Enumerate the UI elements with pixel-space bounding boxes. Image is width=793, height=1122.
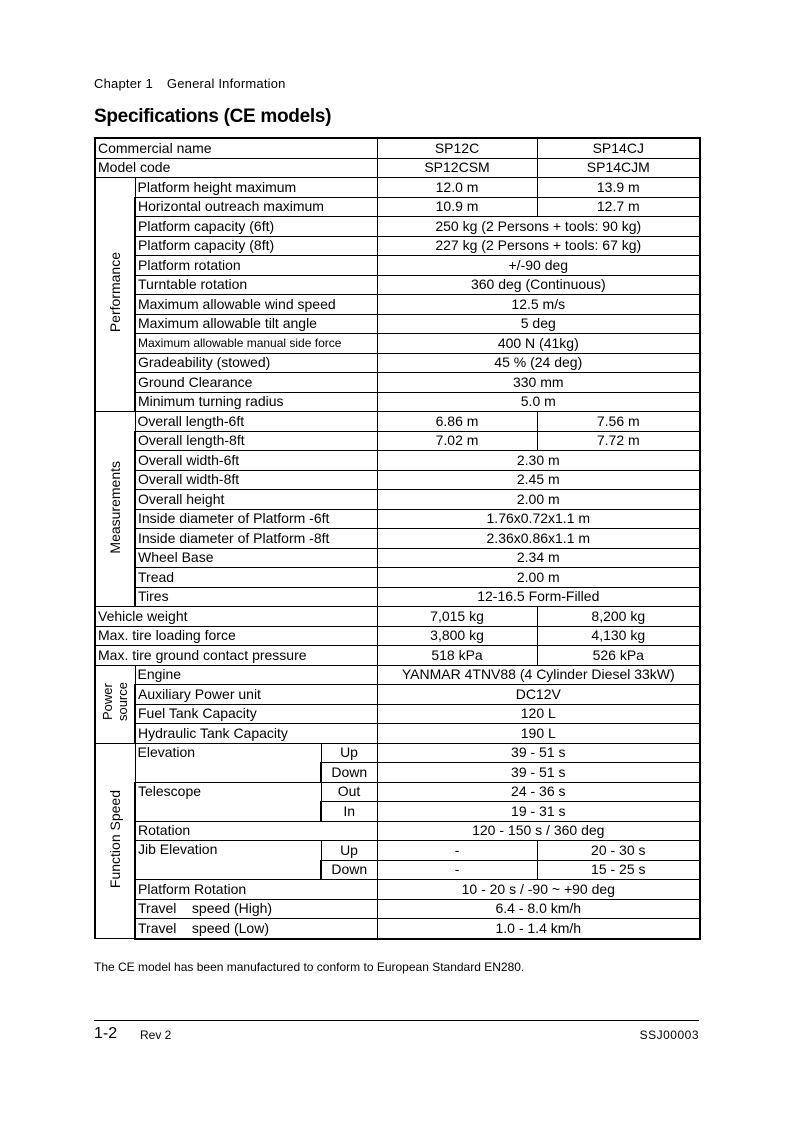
value-sp14: 12.7 m bbox=[537, 197, 700, 217]
table-row bbox=[95, 392, 700, 412]
table-row bbox=[95, 373, 700, 393]
table-row bbox=[95, 412, 700, 432]
row-label: Elevation bbox=[135, 743, 321, 782]
value-sp14: SP14CJM bbox=[537, 158, 700, 178]
chapter-number: Chapter 1 bbox=[94, 76, 153, 91]
table-row bbox=[95, 646, 700, 666]
value-shared: 19 - 31 s bbox=[377, 802, 700, 822]
row-label: Travel speed (Low) bbox=[135, 919, 377, 939]
table-row bbox=[95, 490, 700, 510]
table-row bbox=[95, 821, 700, 841]
chapter-header bbox=[94, 76, 286, 91]
table-row bbox=[95, 138, 700, 158]
group-performance bbox=[95, 178, 135, 412]
value-shared: 1.0 - 1.4 km/h bbox=[377, 919, 700, 939]
row-label: Overall width-6ft bbox=[135, 451, 377, 471]
row-label: Overall width-8ft bbox=[135, 470, 377, 490]
table-row bbox=[95, 919, 700, 939]
value-sp14: 7.72 m bbox=[537, 431, 700, 451]
row-label: Turntable rotation bbox=[135, 275, 377, 295]
value-shared: 6.4 - 8.0 km/h bbox=[377, 899, 700, 919]
row-label: Maximum allowable manual side force bbox=[135, 334, 377, 354]
value-sp12: 3,800 kg bbox=[377, 626, 537, 646]
table-row bbox=[95, 587, 700, 607]
group-power-source bbox=[95, 665, 135, 743]
table-row bbox=[95, 451, 700, 471]
row-label: Overall length-6ft bbox=[135, 412, 377, 432]
table-row bbox=[95, 295, 700, 315]
row-label: Tires bbox=[135, 587, 377, 607]
value-shared: 2.00 m bbox=[377, 568, 700, 588]
value-sp12: 6.86 m bbox=[377, 412, 537, 432]
table-row bbox=[95, 256, 700, 276]
row-label: Vehicle weight bbox=[95, 607, 377, 627]
table-row bbox=[95, 158, 700, 178]
table-row bbox=[95, 665, 700, 685]
row-label: Inside diameter of Platform -6ft bbox=[135, 509, 377, 529]
table-row bbox=[95, 217, 700, 237]
row-label: Overall height bbox=[135, 490, 377, 510]
row-label: Max. tire ground contact pressure bbox=[95, 646, 377, 666]
table-row bbox=[95, 431, 700, 451]
value-shared: 2.45 m bbox=[377, 470, 700, 490]
value-shared: 39 - 51 s bbox=[377, 743, 700, 763]
table-row bbox=[95, 509, 700, 529]
value-shared: 39 - 51 s bbox=[377, 763, 700, 783]
row-label: Horizontal outreach maximum bbox=[135, 197, 377, 217]
value-sp12: 12.0 m bbox=[377, 178, 537, 198]
group-label: Performance bbox=[106, 252, 123, 333]
value-shared: 2.36x0.86x1.1 m bbox=[377, 529, 700, 549]
group-function-speed bbox=[95, 743, 135, 939]
value-shared: +/-90 deg bbox=[377, 256, 700, 276]
value-sp14: 20 - 30 s bbox=[537, 841, 700, 861]
value-sp14: SP14CJ bbox=[537, 138, 700, 158]
value-shared: 24 - 36 s bbox=[377, 782, 700, 802]
row-label: Platform capacity (8ft) bbox=[135, 236, 377, 256]
row-label: Inside diameter of Platform -8ft bbox=[135, 529, 377, 549]
table-row bbox=[95, 626, 700, 646]
value-shared: 330 mm bbox=[377, 373, 700, 393]
value-shared: 2.30 m bbox=[377, 451, 700, 471]
table-row bbox=[95, 607, 700, 627]
value-sp14: 526 kPa bbox=[537, 646, 700, 666]
row-label: Model code bbox=[95, 158, 377, 178]
value-sp12: 7,015 kg bbox=[377, 607, 537, 627]
table-row bbox=[95, 529, 700, 549]
value-shared: 10 - 20 s / -90 ~ +90 deg bbox=[377, 880, 700, 900]
value-sp14: 4,130 kg bbox=[537, 626, 700, 646]
value-shared: 12-16.5 Form-Filled bbox=[377, 587, 700, 607]
value-sp12: 7.02 m bbox=[377, 431, 537, 451]
row-label: Wheel Base bbox=[135, 548, 377, 568]
sub-label: Out bbox=[321, 782, 377, 802]
sub-label: In bbox=[321, 802, 377, 822]
table-row bbox=[95, 548, 700, 568]
row-label: Rotation bbox=[135, 821, 377, 841]
value-sp12: - bbox=[377, 841, 537, 861]
table-row bbox=[95, 880, 700, 900]
row-label: Auxiliary Power unit bbox=[135, 685, 377, 705]
row-label: Minimum turning radius bbox=[135, 392, 377, 412]
row-label: Platform Rotation bbox=[135, 880, 377, 900]
value-sp12: SP12C bbox=[377, 138, 537, 158]
value-shared: 190 L bbox=[377, 724, 700, 744]
footer-divider bbox=[94, 1020, 699, 1021]
sub-label: Up bbox=[321, 743, 377, 763]
value-sp14: 15 - 25 s bbox=[537, 860, 700, 880]
value-shared: 5 deg bbox=[377, 314, 700, 334]
value-shared: 360 deg (Continuous) bbox=[377, 275, 700, 295]
row-label: Platform height maximum bbox=[135, 178, 377, 198]
value-shared: 45 % (24 deg) bbox=[377, 353, 700, 373]
value-shared: 250 kg (2 Persons + tools: 90 kg) bbox=[377, 217, 700, 237]
page-number: 1-2 bbox=[94, 1025, 118, 1042]
row-label: Engine bbox=[135, 665, 377, 685]
row-label: Platform capacity (6ft) bbox=[135, 217, 377, 237]
value-shared: 5.0 m bbox=[377, 392, 700, 412]
table-row bbox=[95, 197, 700, 217]
sub-label: Up bbox=[321, 841, 377, 861]
value-shared: 2.34 m bbox=[377, 548, 700, 568]
conformity-note: The CE model has been manufactured to conform to European Standard EN280. bbox=[94, 960, 525, 974]
row-label: Tread bbox=[135, 568, 377, 588]
table-row bbox=[95, 704, 700, 724]
value-sp12: 10.9 m bbox=[377, 197, 537, 217]
row-label: Jib Elevation bbox=[135, 841, 321, 880]
row-label: Maximum allowable wind speed bbox=[135, 295, 377, 315]
group-label bbox=[100, 682, 130, 721]
group-label-line1: Power bbox=[100, 683, 115, 721]
row-label: Telescope bbox=[135, 782, 321, 821]
document-id: SSJ00003 bbox=[639, 1028, 699, 1042]
spec-table bbox=[94, 137, 701, 940]
table-row bbox=[95, 841, 700, 861]
table-row bbox=[95, 275, 700, 295]
table-row bbox=[95, 334, 700, 354]
value-sp14: 8,200 kg bbox=[537, 607, 700, 627]
table-row bbox=[95, 178, 700, 198]
group-label: Measurements bbox=[106, 460, 123, 554]
table-row bbox=[95, 724, 700, 744]
value-shared: YANMAR 4TNV88 (4 Cylinder Diesel 33kW) bbox=[377, 665, 700, 685]
sub-label: Down bbox=[321, 860, 377, 880]
table-row bbox=[95, 353, 700, 373]
table-row bbox=[95, 568, 700, 588]
table-row bbox=[95, 314, 700, 334]
row-label: Ground Clearance bbox=[135, 373, 377, 393]
value-shared: 1.76x0.72x1.1 m bbox=[377, 509, 700, 529]
chapter-title: General Information bbox=[166, 76, 286, 91]
table-row bbox=[95, 899, 700, 919]
value-shared: DC12V bbox=[377, 685, 700, 705]
value-sp12: - bbox=[377, 860, 537, 880]
table-row bbox=[95, 685, 700, 705]
value-shared: 120 - 150 s / 360 deg bbox=[377, 821, 700, 841]
revision: Rev 2 bbox=[140, 1028, 172, 1042]
table-row bbox=[95, 236, 700, 256]
row-label: Fuel Tank Capacity bbox=[135, 704, 377, 724]
row-label: Hydraulic Tank Capacity bbox=[135, 724, 377, 744]
group-label-line2: source bbox=[115, 682, 130, 722]
value-sp12: SP12CSM bbox=[377, 158, 537, 178]
table-row bbox=[95, 470, 700, 490]
value-shared: 12.5 m/s bbox=[377, 295, 700, 315]
table-row bbox=[95, 743, 700, 763]
row-label: Travel speed (High) bbox=[135, 899, 377, 919]
row-label: Maximum allowable tilt angle bbox=[135, 314, 377, 334]
value-shared: 400 N (41kg) bbox=[377, 334, 700, 354]
sub-label: Down bbox=[321, 763, 377, 783]
row-label: Max. tire loading force bbox=[95, 626, 377, 646]
value-sp14: 13.9 m bbox=[537, 178, 700, 198]
row-label: Overall length-8ft bbox=[135, 431, 377, 451]
value-shared: 120 L bbox=[377, 704, 700, 724]
table-row bbox=[95, 782, 700, 802]
row-label: Gradeability (stowed) bbox=[135, 353, 377, 373]
value-sp14: 7.56 m bbox=[537, 412, 700, 432]
page-title: Specifications (CE models) bbox=[94, 106, 332, 127]
row-label: Commercial name bbox=[95, 138, 377, 158]
group-measurements bbox=[95, 412, 135, 607]
value-shared: 227 kg (2 Persons + tools: 67 kg) bbox=[377, 236, 700, 256]
value-sp12: 518 kPa bbox=[377, 646, 537, 666]
row-label: Platform rotation bbox=[135, 256, 377, 276]
value-shared: 2.00 m bbox=[377, 490, 700, 510]
group-label: Function Speed bbox=[106, 789, 123, 888]
